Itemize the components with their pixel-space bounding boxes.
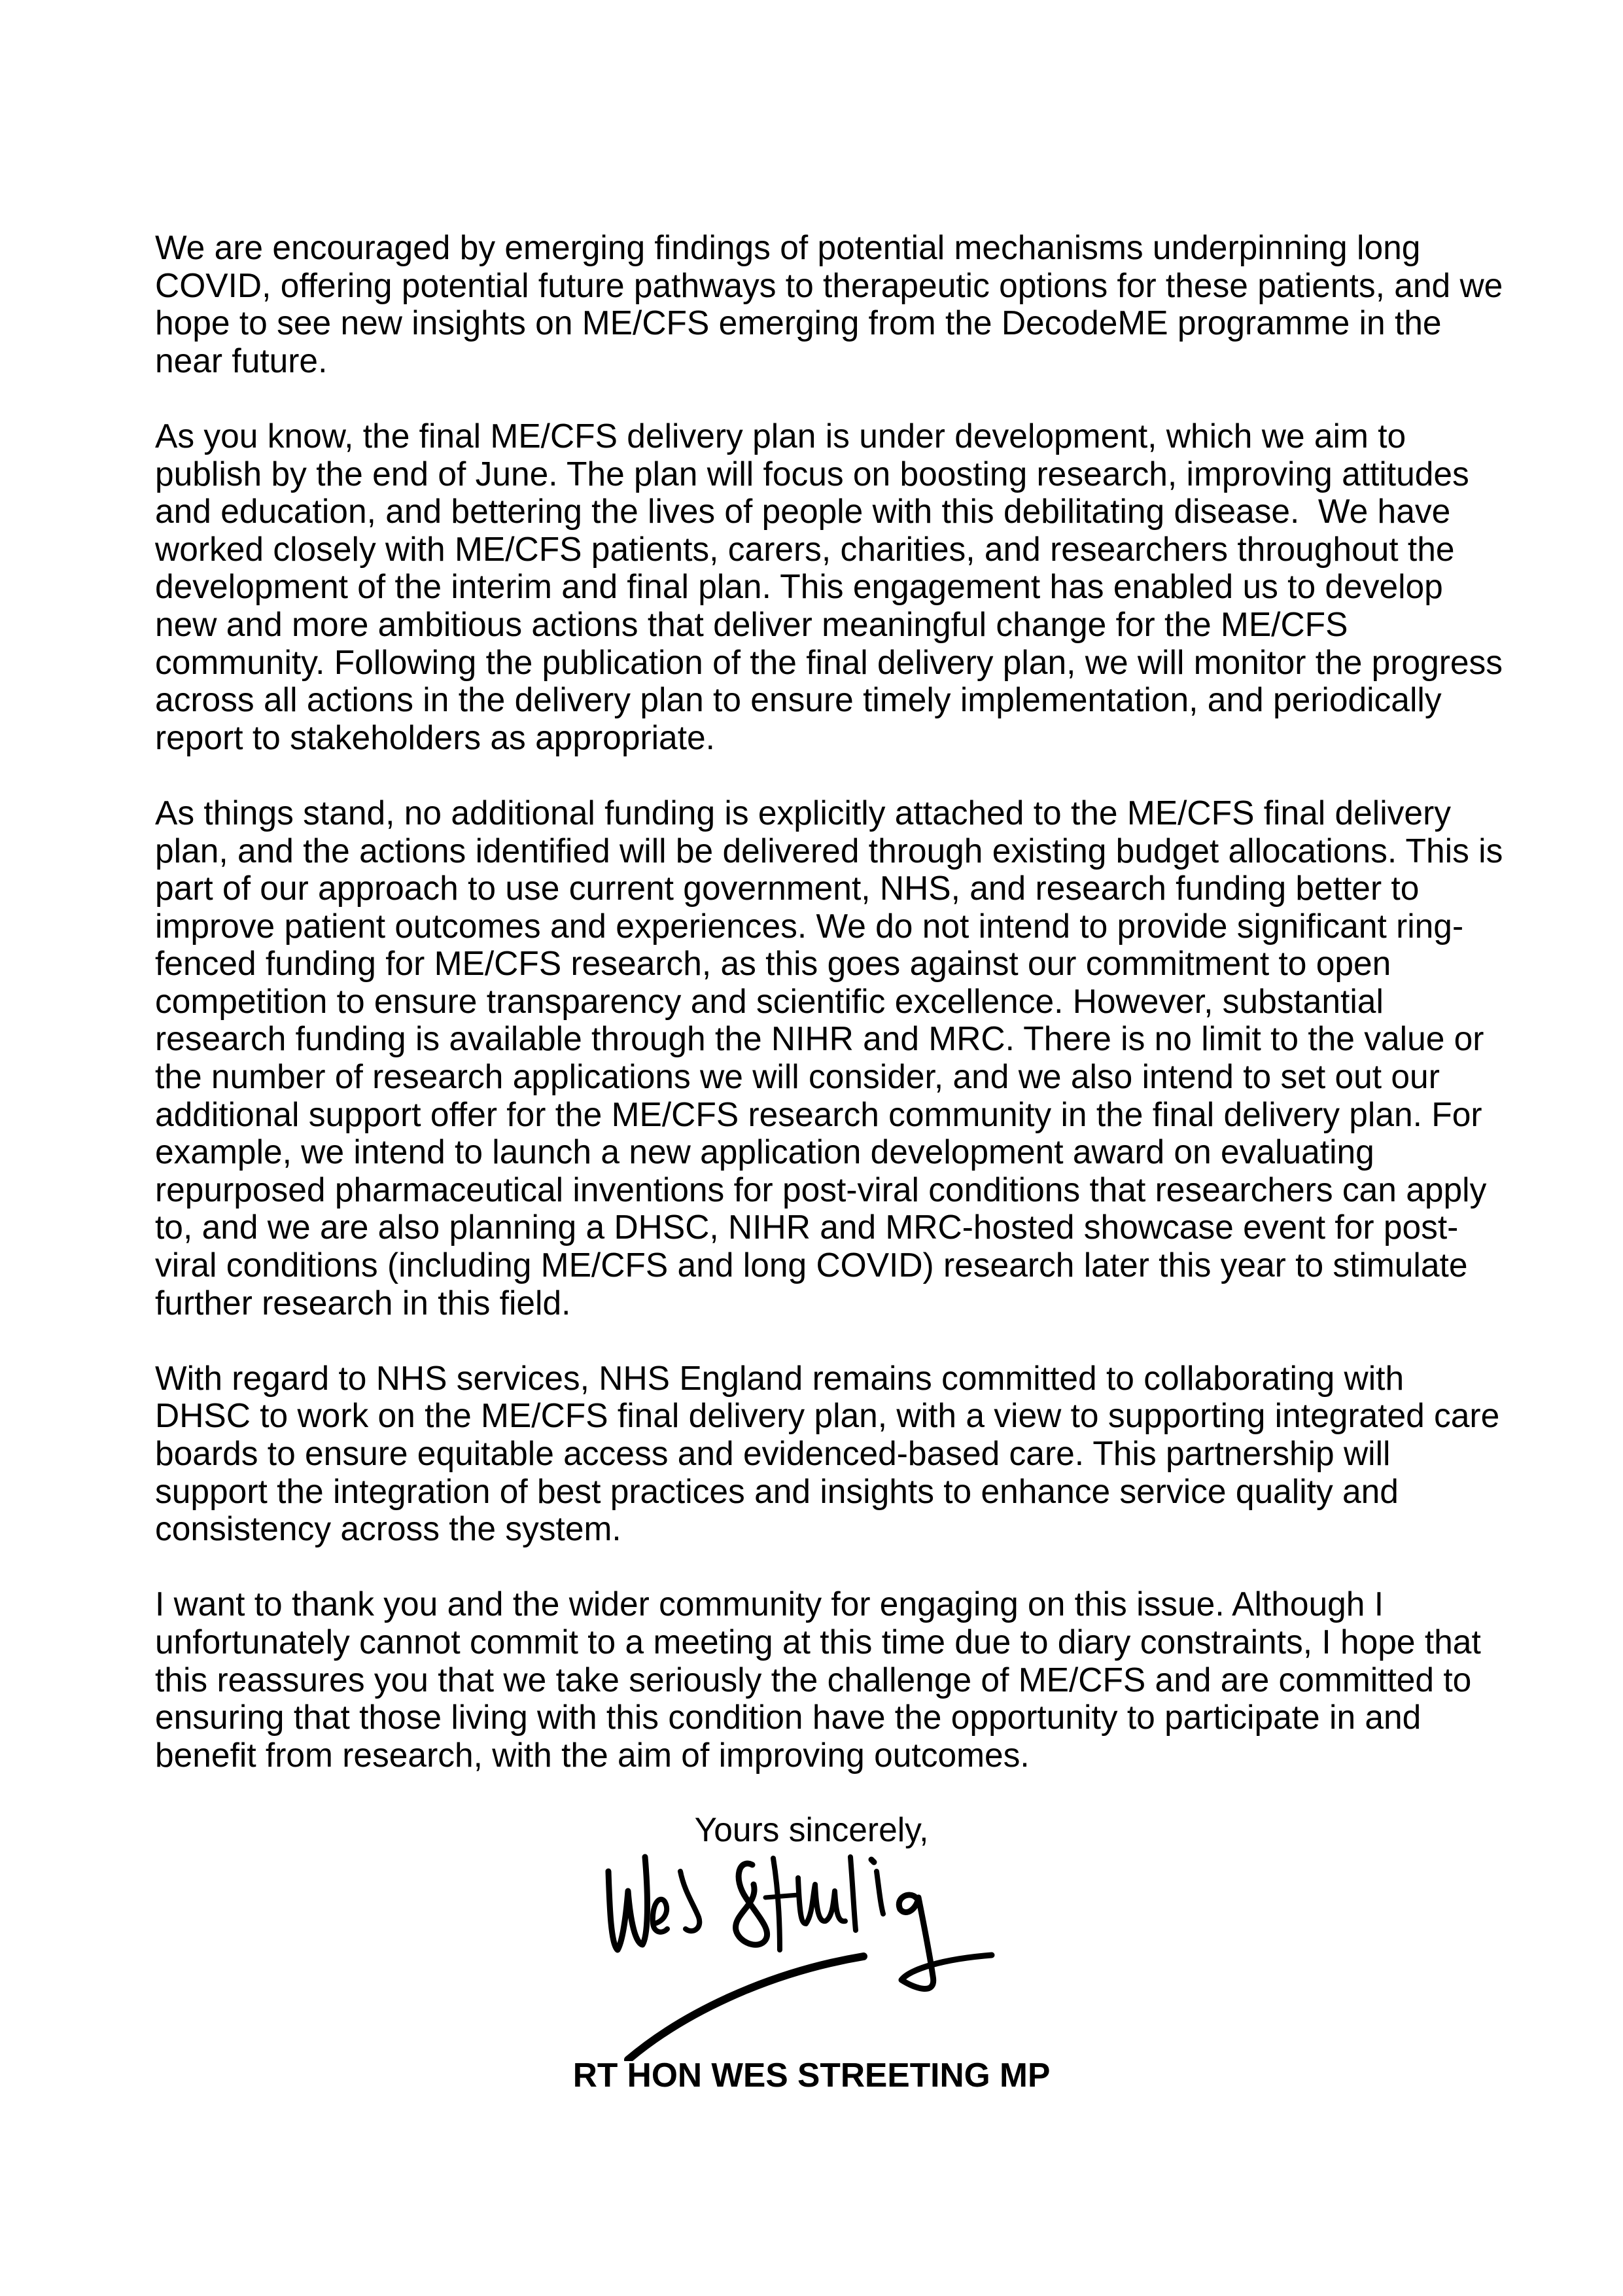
text-line: report to stakeholders as appropriate. [155, 718, 715, 756]
signatory-name: RT HON WES STREETING MP [572, 2056, 1051, 2094]
text-line: boards to ensure equitable access and evidenced-based care. This partnership will [155, 1434, 1391, 1472]
text-line: COVID, offering potential future pathways to therapeutic options for these patients, and we [155, 266, 1503, 304]
text-line: unfortunately cannot commit to a meeting at this time due to diary constraints, I hope that [155, 1622, 1481, 1661]
text-line: consistency across the system. [155, 1510, 621, 1548]
text-line: benefit from research, with the aim of improving outcomes. [155, 1735, 1030, 1774]
paragraph-delivery-plan [155, 416, 1503, 756]
handwritten-signature-icon [602, 1852, 1027, 2061]
text-line: near future. [155, 341, 328, 380]
text-line: As you know, the final ME/CFS delivery plan is under development, which we aim to [155, 416, 1406, 455]
paragraph-thanks [155, 1585, 1490, 1774]
text-line: competition to ensure transparency and scientific excellence. However, substantial [155, 981, 1384, 1020]
text-line: fenced funding for ME/CFS research, as this goes against our commitment to open [155, 944, 1391, 983]
text-line: part of our approach to use current government, NHS, and research funding better to [155, 869, 1420, 908]
text-line: across all actions in the delivery plan to ensure timely implementation, and periodically [155, 680, 1442, 719]
paragraph-funding [155, 793, 1503, 1322]
text-line: With regard to NHS services, NHS England remains committed to collaborating with [155, 1358, 1405, 1397]
text-line: example, we intend to launch a new application development award on evaluating [155, 1133, 1374, 1171]
paragraph-nhs-services [155, 1358, 1500, 1548]
text-line: plan, and the actions identified will be delivered through existing budget allocations. This is [155, 831, 1503, 870]
text-line: ensuring that those living with this condition have the opportunity to participate in and [155, 1698, 1422, 1737]
text-line: viral conditions (including ME/CFS and long COVID) research later this year to stimulate [155, 1246, 1468, 1284]
text-line: additional support offer for the ME/CFS research community in the final delivery plan. For [155, 1095, 1482, 1133]
text-line: support the integration of best practices and insights to enhance service quality and [155, 1472, 1399, 1510]
text-line: research funding is available through the NIHR and MRC. There is no limit to the value or [155, 1019, 1484, 1058]
letter-body [155, 228, 1503, 1812]
text-line: new and more ambitious actions that deliver meaningful change for the ME/CFS [155, 605, 1348, 643]
text-line: As things stand, no additional funding is explicitly attached to the ME/CFS final delivery [155, 793, 1451, 832]
text-line: worked closely with ME/CFS patients, carers, charities, and researchers throughout the [155, 529, 1455, 568]
text-line: further research in this field. [155, 1283, 571, 1322]
text-line: community. Following the publication of the final delivery plan, we will monitor the progress [155, 643, 1503, 681]
text-line: I want to thank you and the wider community for engaging on this issue. Although I [155, 1585, 1384, 1623]
text-line: DHSC to work on the ME/CFS final delivery plan, with a view to supporting integrated care [155, 1396, 1500, 1435]
text-line: We are encouraged by emerging findings of potential mechanisms underpinning long [155, 228, 1421, 266]
text-line: improve patient outcomes and experiences. We do not intend to provide significant ring- [155, 906, 1464, 945]
text-line: and education, and bettering the lives of people with this debilitating disease. We have [155, 492, 1451, 531]
closing-salutation: Yours sincerely, [694, 1810, 929, 1848]
text-line: to, and we are also planning a DHSC, NIHR and MRC-hosted showcase event for post- [155, 1208, 1459, 1246]
text-line: the number of research applications we will consider, and we also intend to set out our [155, 1057, 1440, 1096]
text-line: hope to see new insights on ME/CFS emerging from the DecodeME programme in the [155, 304, 1442, 342]
text-line: this reassures you that we take seriously the challenge of ME/CFS and are committed to [155, 1660, 1472, 1699]
paragraph-research-findings [155, 228, 1503, 380]
text-line: repurposed pharmaceutical inventions for post-viral conditions that researchers can apply [155, 1170, 1487, 1209]
text-line: development of the interim and final plan. This engagement has enabled us to develop [155, 567, 1443, 606]
text-line: publish by the end of June. The plan will focus on boosting research, improving attitudes [155, 454, 1469, 493]
